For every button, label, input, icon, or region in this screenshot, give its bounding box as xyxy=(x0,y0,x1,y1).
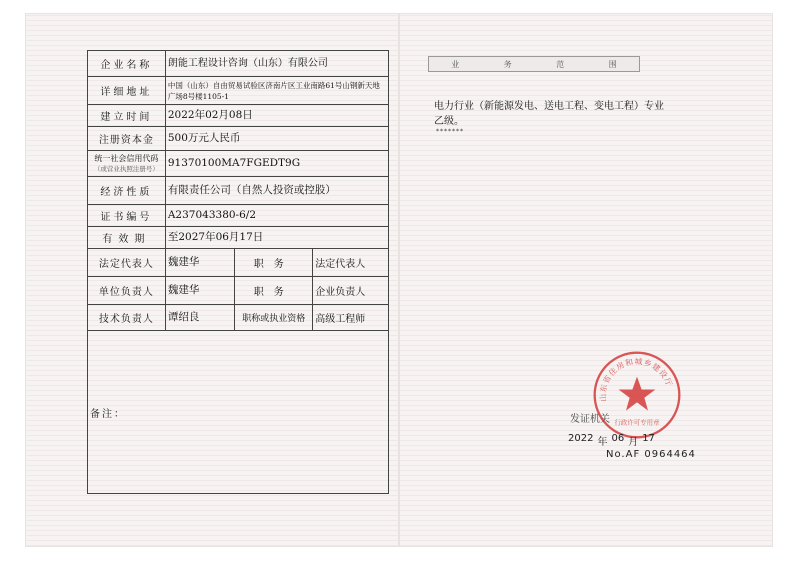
legal-rep-label: 法定代表人 xyxy=(88,249,166,277)
issue-year-suffix: 年 xyxy=(597,437,608,448)
established-label: 建立时间 xyxy=(88,105,166,127)
issue-month-suffix: 月 xyxy=(628,437,639,448)
unit-head-position-value: 企业负责人 xyxy=(313,277,389,305)
company-name-label: 企业名称 xyxy=(88,51,166,77)
address-label: 详细地址 xyxy=(88,77,166,105)
business-scope-header xyxy=(428,56,640,72)
certificate-serial-number: No.AF 0964464 xyxy=(606,449,696,460)
legal-rep-name: 魏建华 xyxy=(165,249,235,277)
credit-code-value: 91370100MA7FGEDT9G xyxy=(165,151,388,177)
unit-head-position-label: 职务 xyxy=(235,277,313,305)
tech-head-title-value: 高级工程师 xyxy=(313,305,389,331)
info-table xyxy=(87,50,389,494)
remarks-label: 备注： xyxy=(88,331,389,494)
registered-capital-value: 500万元人民币 xyxy=(165,127,388,151)
credit-code-label-sub: （或营业执照注册号） xyxy=(93,164,159,173)
scope-header-char-4: 围 xyxy=(608,59,617,69)
unit-head-name: 魏建华 xyxy=(165,277,235,305)
tech-head-label: 技术负责人 xyxy=(88,305,166,331)
issuing-authority-label: 发证机关 xyxy=(570,414,610,425)
official-seal-stamp xyxy=(591,349,683,441)
certificate-number-label: 证书编号 xyxy=(88,205,166,227)
credit-code-label-main: 统一社会信用代码 xyxy=(94,153,159,163)
economic-nature-label: 经济性质 xyxy=(88,177,166,205)
seal-bottom-text: 行政许可专用章 xyxy=(614,418,660,427)
business-scope-text: 电力行业（新能源发电、送电工程、变电工程）专业乙级。 xyxy=(434,101,664,127)
tech-head-name: 谭绍良 xyxy=(165,305,235,331)
scope-header-char-1: 业 xyxy=(451,59,460,69)
certificate-left-page xyxy=(26,14,398,546)
scope-header-char-3: 范 xyxy=(556,59,565,69)
address-value: 中国（山东）自由贸易试验区济南片区工业南路61号山钢新天地广场8号楼1105-1 xyxy=(165,77,388,105)
economic-nature-value: 有限责任公司（自然人投资或控股） xyxy=(165,177,388,205)
company-name-value: 朗能工程设计咨询（山东）有限公司 xyxy=(165,51,388,77)
credit-code-label xyxy=(88,151,166,177)
established-value: 2022年02月08日 xyxy=(165,105,388,127)
issue-year: 2022 xyxy=(568,433,594,444)
issue-month: 06 xyxy=(611,433,625,444)
certificate-right-page xyxy=(400,14,772,546)
legal-rep-position-value: 法定代表人 xyxy=(313,249,389,277)
certificate-number-value: A237043380-6/2 xyxy=(165,205,388,227)
scope-header-char-2: 务 xyxy=(503,59,512,69)
issue-date xyxy=(568,433,655,448)
validity-label: 有效期 xyxy=(88,227,166,249)
legal-rep-position-label: 职务 xyxy=(235,249,313,277)
issue-day: 17 xyxy=(642,433,655,444)
registered-capital-label: 注册资本金 xyxy=(88,127,166,151)
unit-head-label: 单位负责人 xyxy=(88,277,166,305)
validity-value: 至2027年06月17日 xyxy=(165,227,388,249)
scope-end-marks: ******* xyxy=(436,128,464,135)
seal-text: 山东省住房和城乡建设厅 xyxy=(598,357,675,402)
tech-head-title-label: 职称或执业资格 xyxy=(235,305,313,331)
